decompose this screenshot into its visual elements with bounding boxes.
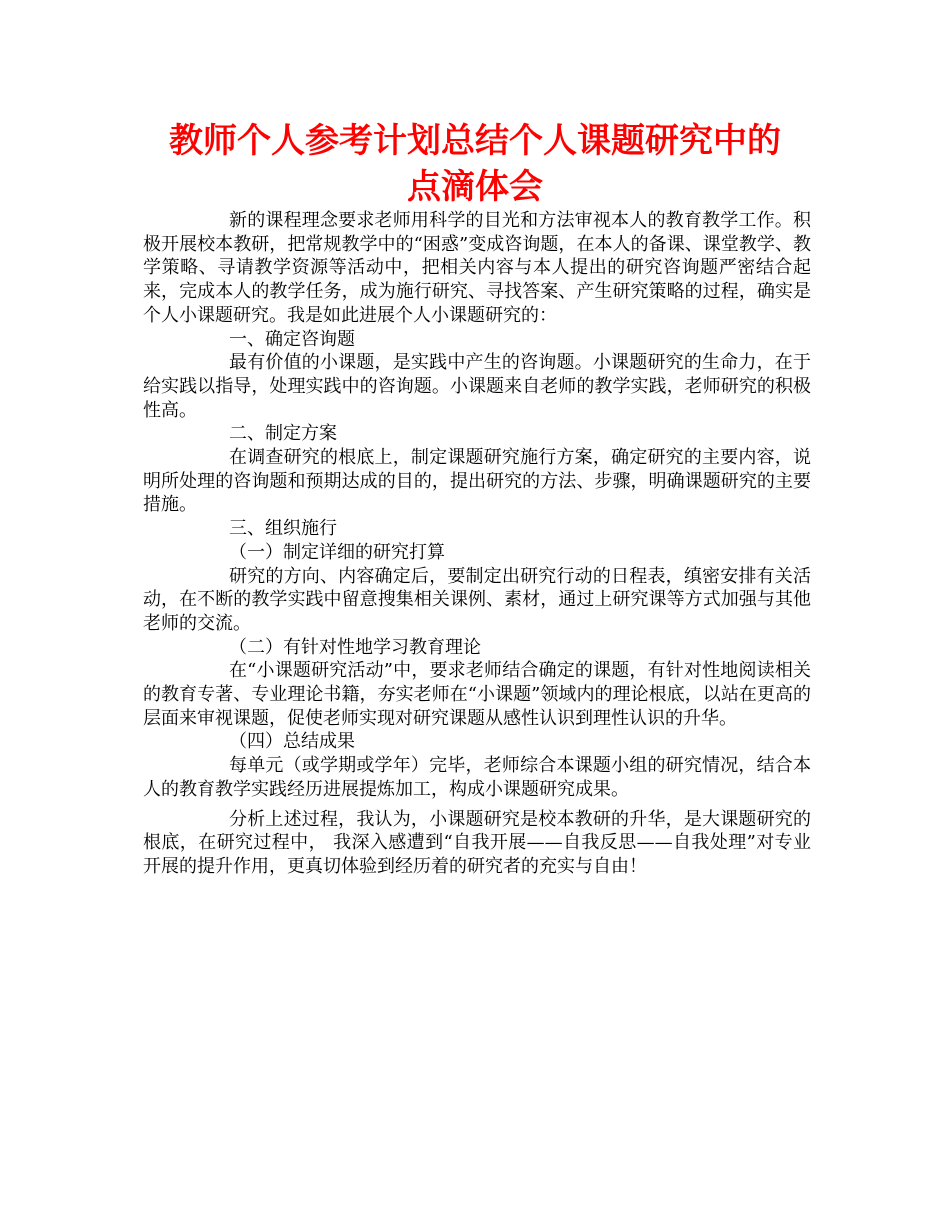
intro-paragraph: 新的课程理念要求老师用科学的目光和方法审视本人的教育教学工作。积极开展校本教研，把常规教学中的“困惑”变成咨询题，在本人的备课、课堂教学、教学策略、寻请教学资源等活动中，把相关内容与本人提出的研究咨询题严密结合起来，完成本人的教学任务，成为施行研究、寻找答案、产生研究策略的过程，确实是个人小课题研究。我是如此进展个人小课题研究的： [143,210,811,326]
title-line-2: 点滴体会 [407,167,543,207]
title-line-1: 教师个人参考计划总结个人课题研究中的 [169,121,781,161]
document-body [143,209,811,879]
section-heading-1: 一、确定咨询题 [229,328,355,350]
subsection-heading-2: （二）有针对性地学习教育理论 [229,636,481,658]
subsection-paragraph-4: 每单元（或学期或学年）完毕，老师综合本课题小组的研究情况，结合本人的教育教学实践经历进展提炼加工，构成小课题研究成果。 [143,755,811,800]
section-heading-3: 三、组织施行 [229,518,337,540]
section-paragraph-1: 最有价值的小课题，是实践中产生的咨询题。小课题研究的生命力，在于给实践以指导，处理实践中的咨询题。小课题来自老师的教学实践，老师研究的积极性高。 [143,352,811,421]
subsection-paragraph-1: 研究的方向、内容确定后，要制定出研究行动的日程表，缜密安排有关活动，在不断的教学实践中留意搜集相关课例、素材，通过上研究课等方式加强与其他老师的交流。 [143,565,811,634]
document-title [120,118,830,210]
section-paragraph-2: 在调查研究的根底上，制定课题研究施行方案，确定研究的主要内容，说明所处理的咨询题和预期达成的目的，提出研究的方法、步骤，明确课题研究的主要措施。 [143,447,811,516]
conclusion-paragraph: 分析上述过程，我认为，小课题研究是校本教研的升华，是大课题研究的根底，在研究过程中， 我深入感遭到“自我开展——自我反思——自我处理”对专业开展的提升作用，更真切体验到经历着的研究者的充实与自由！ [143,808,811,877]
section-heading-2: 二、制定方案 [229,423,337,445]
subsection-heading-1: （一）制定详细的研究打算 [229,541,445,563]
subsection-paragraph-2: 在“小课题研究活动”中，要求老师结合确定的课题，有针对性地阅读相关的教育专著、专业理论书籍，夯实老师在“小课题”领域内的理论根底，以站在更高的层面来审视课题，促使老师实现对研究课题从感性认识到理性认识的升华。 [143,660,811,729]
subsection-heading-4: （四）总结成果 [229,731,355,753]
